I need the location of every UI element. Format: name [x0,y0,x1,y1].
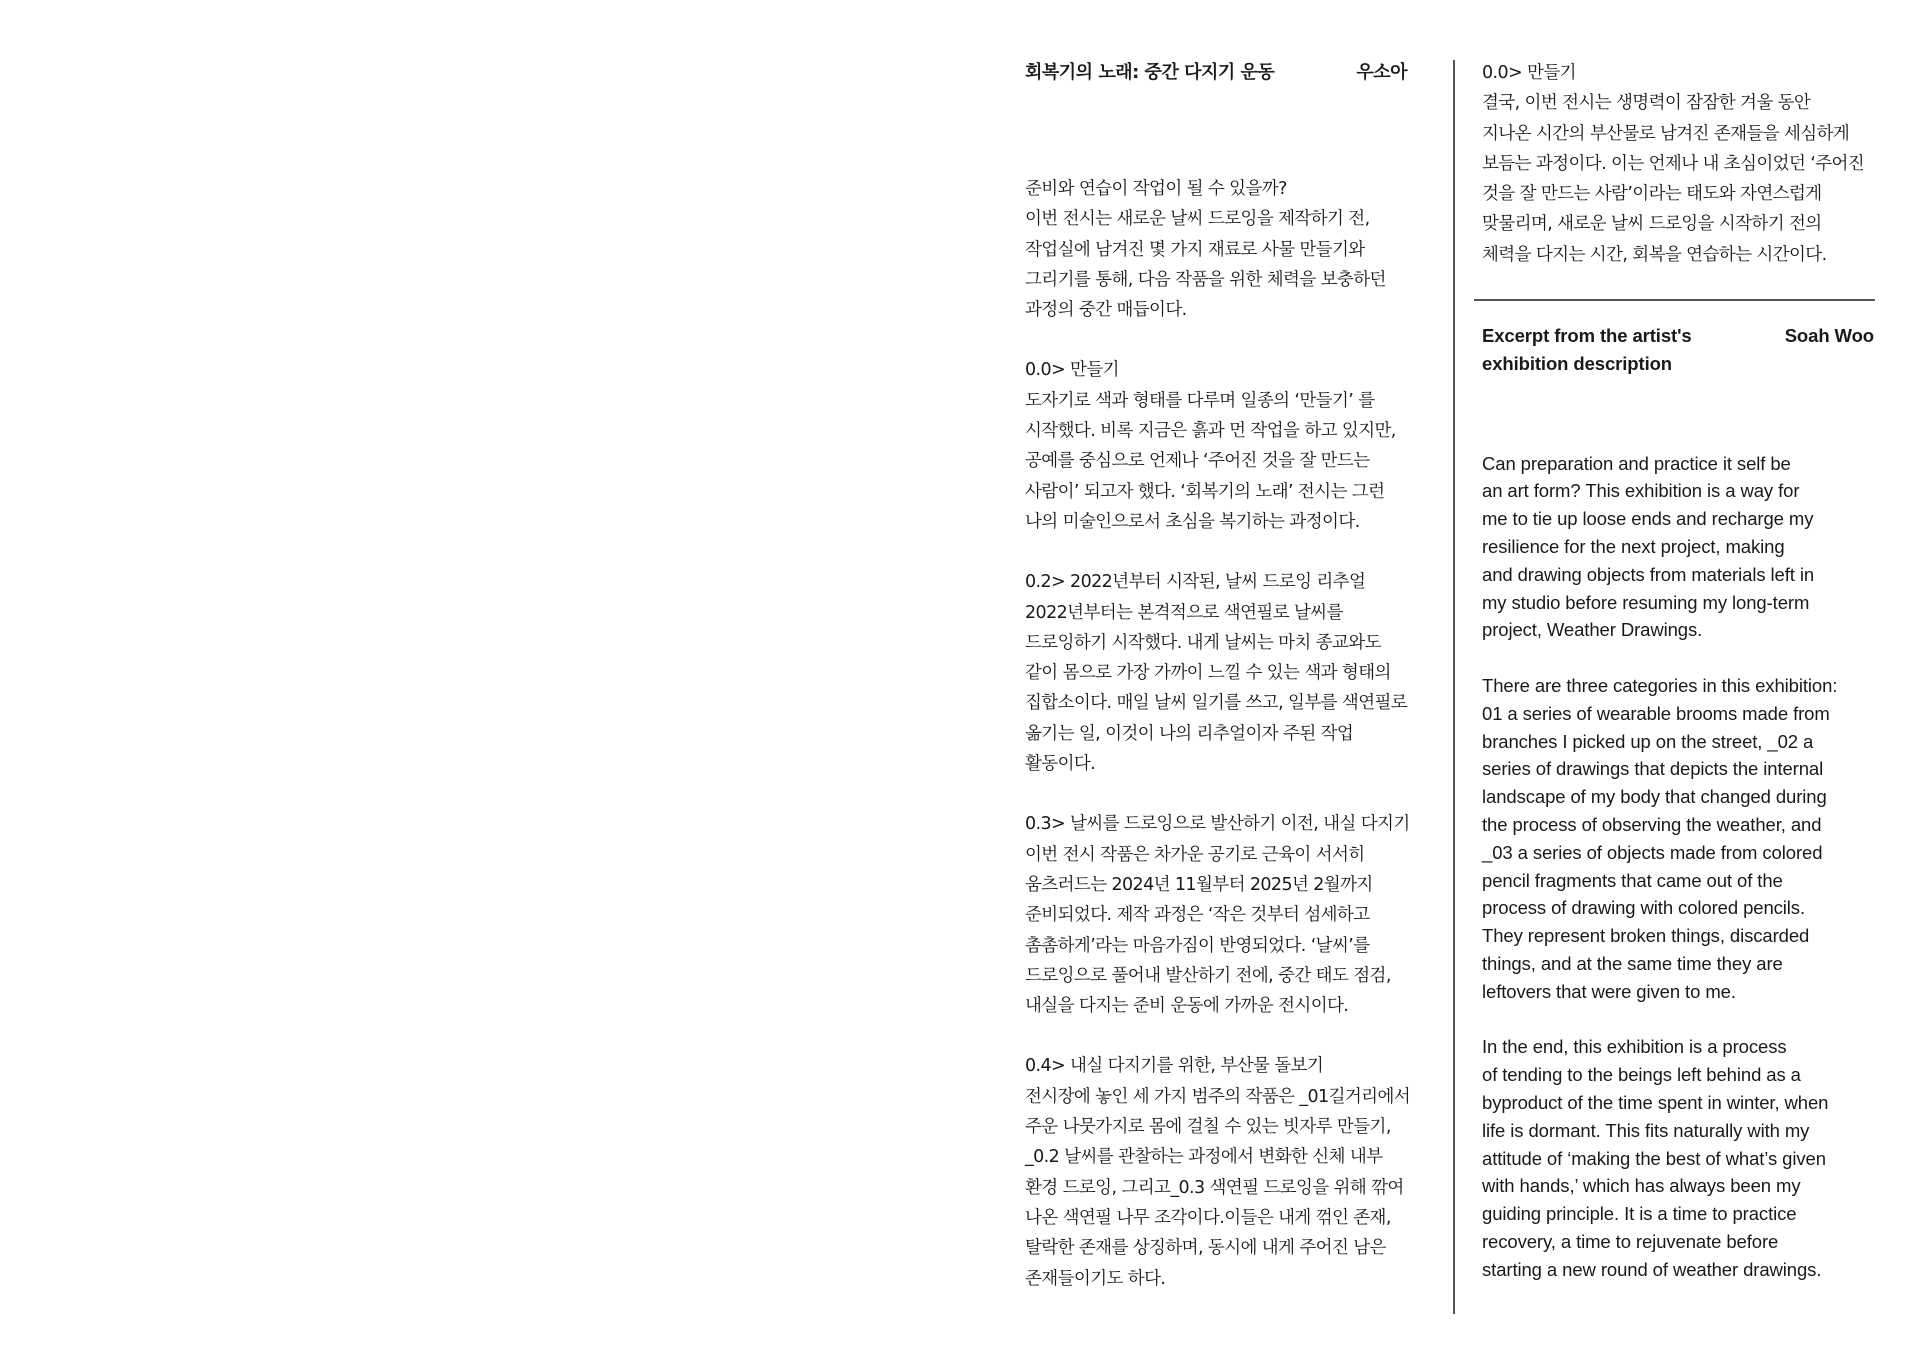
text-line: They represent broken things, discarded [1482,925,1810,947]
text-line: 환경 드로잉, 그리고_0.3 색연필 드로잉을 위해 깎여 [1025,1177,1404,1198]
text-line: In the end, this exhibition is a process [1482,1036,1787,1058]
text-line: attitude of ‘making the best of what’s given [1482,1147,1826,1169]
korean-title: 회복기의 노래: 중간 다지기 운동 [1025,62,1275,83]
text-line: with hands,’ which has always been my [1482,1175,1801,1197]
korean-body [1025,174,1425,1294]
text-line: guiding principle. It is a time to practice [1482,1203,1797,1225]
korean-section-conclusion [1482,58,1882,270]
text-line: 옮기는 일, 이것이 나의 리추얼이자 주된 작업 [1025,723,1354,744]
text-line: and drawing objects from materials left in [1482,563,1815,585]
korean-header [1025,58,1425,88]
korean-section-inner-strength [1025,809,1425,1021]
english-title [1482,322,1692,378]
text-line: There are three categories in this exhibition: [1482,674,1838,696]
text-line: _03 a series of objects made from colored [1482,841,1823,863]
text-line: 움츠러드는 2024년 11월부터 2025년 2월까지 [1025,874,1373,895]
text-line: branches I picked up on the street, _02 a [1482,730,1814,752]
text-line: 01 a series of wearable brooms made from [1482,702,1830,724]
text-line: recovery, a time to rejuvenate before [1482,1230,1779,1252]
text-line: project, Weather Drawings. [1482,619,1703,641]
section-heading: 0.0> 만들기 [1482,63,1576,83]
english-paragraph-1 [1482,450,1874,645]
english-header [1482,322,1874,378]
text-line: Can preparation and practice it self be [1482,452,1791,474]
text-line: 2022년부터는 본격적으로 색연필로 날씨를 [1025,602,1343,623]
text-line: 도자기로 색과 형태를 다루며 일종의 ‘만들기’ 를 [1025,390,1375,411]
text-line: _0.2 날씨를 관찰하는 과정에서 변화한 신체 내부 [1025,1147,1383,1168]
english-text-column [1482,322,1874,1284]
text-line: the process of observing the weather, and [1482,813,1822,835]
section-heading: 0.3> 날씨를 드로잉으로 발산하기 이전, 내실 다지기 [1025,814,1410,835]
text-line: 드로잉으로 풀어내 발산하기 전에, 중간 태도 점검, [1025,965,1391,986]
text-line: me to tie up loose ends and recharge my [1482,508,1814,530]
text-line: of tending to the beings left behind as a [1482,1064,1801,1086]
text-line: 나온 색연필 나무 조각이다.이들은 내게 꺾인 존재, [1025,1207,1391,1228]
text-line: 과정의 중간 매듭이다. [1025,300,1187,321]
text-line: 공예를 중심으로 언제나 ‘주어진 것을 잘 만드는 [1025,451,1370,472]
korean-text-column [1025,58,1425,1294]
section-heading: 0.2> 2022년부터 시작된, 날씨 드로잉 리추얼 [1025,572,1366,593]
english-paragraph-2 [1482,672,1874,1006]
title-line: exhibition description [1482,352,1673,374]
text-line: 체력을 다지는 시간, 회복을 연습하는 시간이다. [1482,244,1827,265]
text-line: 준비와 연습이 작업이 될 수 있을까? [1025,179,1287,199]
text-line: process of drawing with colored pencils. [1482,897,1805,919]
text-line: starting a new round of weather drawings. [1482,1258,1822,1280]
korean-section-weather-ritual [1025,567,1425,779]
text-line: 이번 전시 작품은 차가운 공기로 근육이 서서히 [1025,844,1365,865]
text-line: 것을 잘 만드는 사람’이라는 태도와 자연스럽게 [1482,184,1822,205]
text-line: my studio before resuming my long-term [1482,591,1810,613]
text-line: an art form? This exhibition is a way for [1482,480,1800,502]
english-body [1482,450,1874,1284]
text-line: resilience for the next project, making [1482,535,1785,557]
text-line: 탈락한 존재를 상징하며, 동시에 내게 주어진 남은 [1025,1238,1386,1259]
text-line: 드로잉하기 시작했다. 내게 날씨는 마치 종교와도 [1025,632,1381,653]
text-line: things, and at the same time they are [1482,952,1783,974]
text-line: 결국, 이번 전시는 생명력이 잠잠한 겨울 동안 [1482,93,1811,114]
text-line: series of drawings that depicts the internal [1482,758,1824,780]
text-line: 작업실에 남겨진 몇 가지 재료로 사물 만들기와 [1025,239,1365,260]
english-author: Soah Woo [1784,325,1874,346]
korean-section-byproducts [1025,1051,1425,1293]
text-line: leftovers that were given to me. [1482,980,1736,1002]
text-line: life is dormant. This fits naturally with my [1482,1119,1810,1141]
text-line: 집합소이다. 매일 날씨 일기를 쓰고, 일부를 색연필로 [1025,693,1408,714]
korean-section-making [1025,355,1425,537]
text-line: 나의 미술인으로서 초심을 복기하는 과정이다. [1025,511,1360,532]
text-line: 주운 나뭇가지로 몸에 걸칠 수 있는 빗자루 만들기, [1025,1117,1391,1138]
section-heading: 0.4> 내실 다지기를 위한, 부산물 돌보기 [1025,1056,1324,1077]
horizontal-divider [1474,299,1875,301]
title-line: Excerpt from the artist's [1482,325,1692,346]
section-heading: 0.0> 만들기 [1025,360,1119,381]
english-paragraph-3 [1482,1033,1874,1283]
text-line: pencil fragments that came out of the [1482,869,1783,891]
korean-intro-paragraph [1025,174,1425,325]
text-line: 준비되었다. 제작 과정은 ‘작은 것부터 섬세하고 [1025,905,1370,926]
text-line: 전시장에 놓인 세 가지 범주의 작품은 _01길거리에서 [1025,1086,1411,1107]
text-line: 내실을 다지는 준비 운동에 가까운 전시이다. [1025,996,1349,1017]
text-line: 시작했다. 비록 지금은 흙과 먼 작업을 하고 있지만, [1025,421,1396,442]
text-line: 사람이’ 되고자 했다. ‘회복기의 노래’ 전시는 그런 [1025,481,1385,502]
right-text-column [1482,58,1882,270]
text-line: 그리기를 통해, 다음 작품을 위한 체력을 보충하던 [1025,269,1386,290]
text-line: landscape of my body that changed during [1482,786,1827,808]
vertical-divider [1453,60,1455,1314]
text-line: 촘촘하게’라는 마음가짐이 반영되었다. ‘날씨’를 [1025,935,1370,956]
text-line: 같이 몸으로 가장 가까이 느낄 수 있는 색과 형태의 [1025,663,1391,684]
text-line: 지나온 시간의 부산물로 남겨진 존재들을 세심하게 [1482,123,1850,144]
text-line: 맞물리며, 새로운 날씨 드로잉을 시작하기 전의 [1482,214,1822,235]
text-line: byproduct of the time spent in winter, when [1482,1091,1829,1113]
korean-author: 우소아 [1356,62,1407,83]
text-line: 보듬는 과정이다. 이는 언제나 내 초심이었던 ‘주어진 [1482,153,1865,174]
text-line: 이번 전시는 새로운 날씨 드로잉을 제작하기 전, [1025,209,1370,230]
text-line: 활동이다. [1025,754,1096,775]
text-line: 존재들이기도 하다. [1025,1268,1166,1289]
